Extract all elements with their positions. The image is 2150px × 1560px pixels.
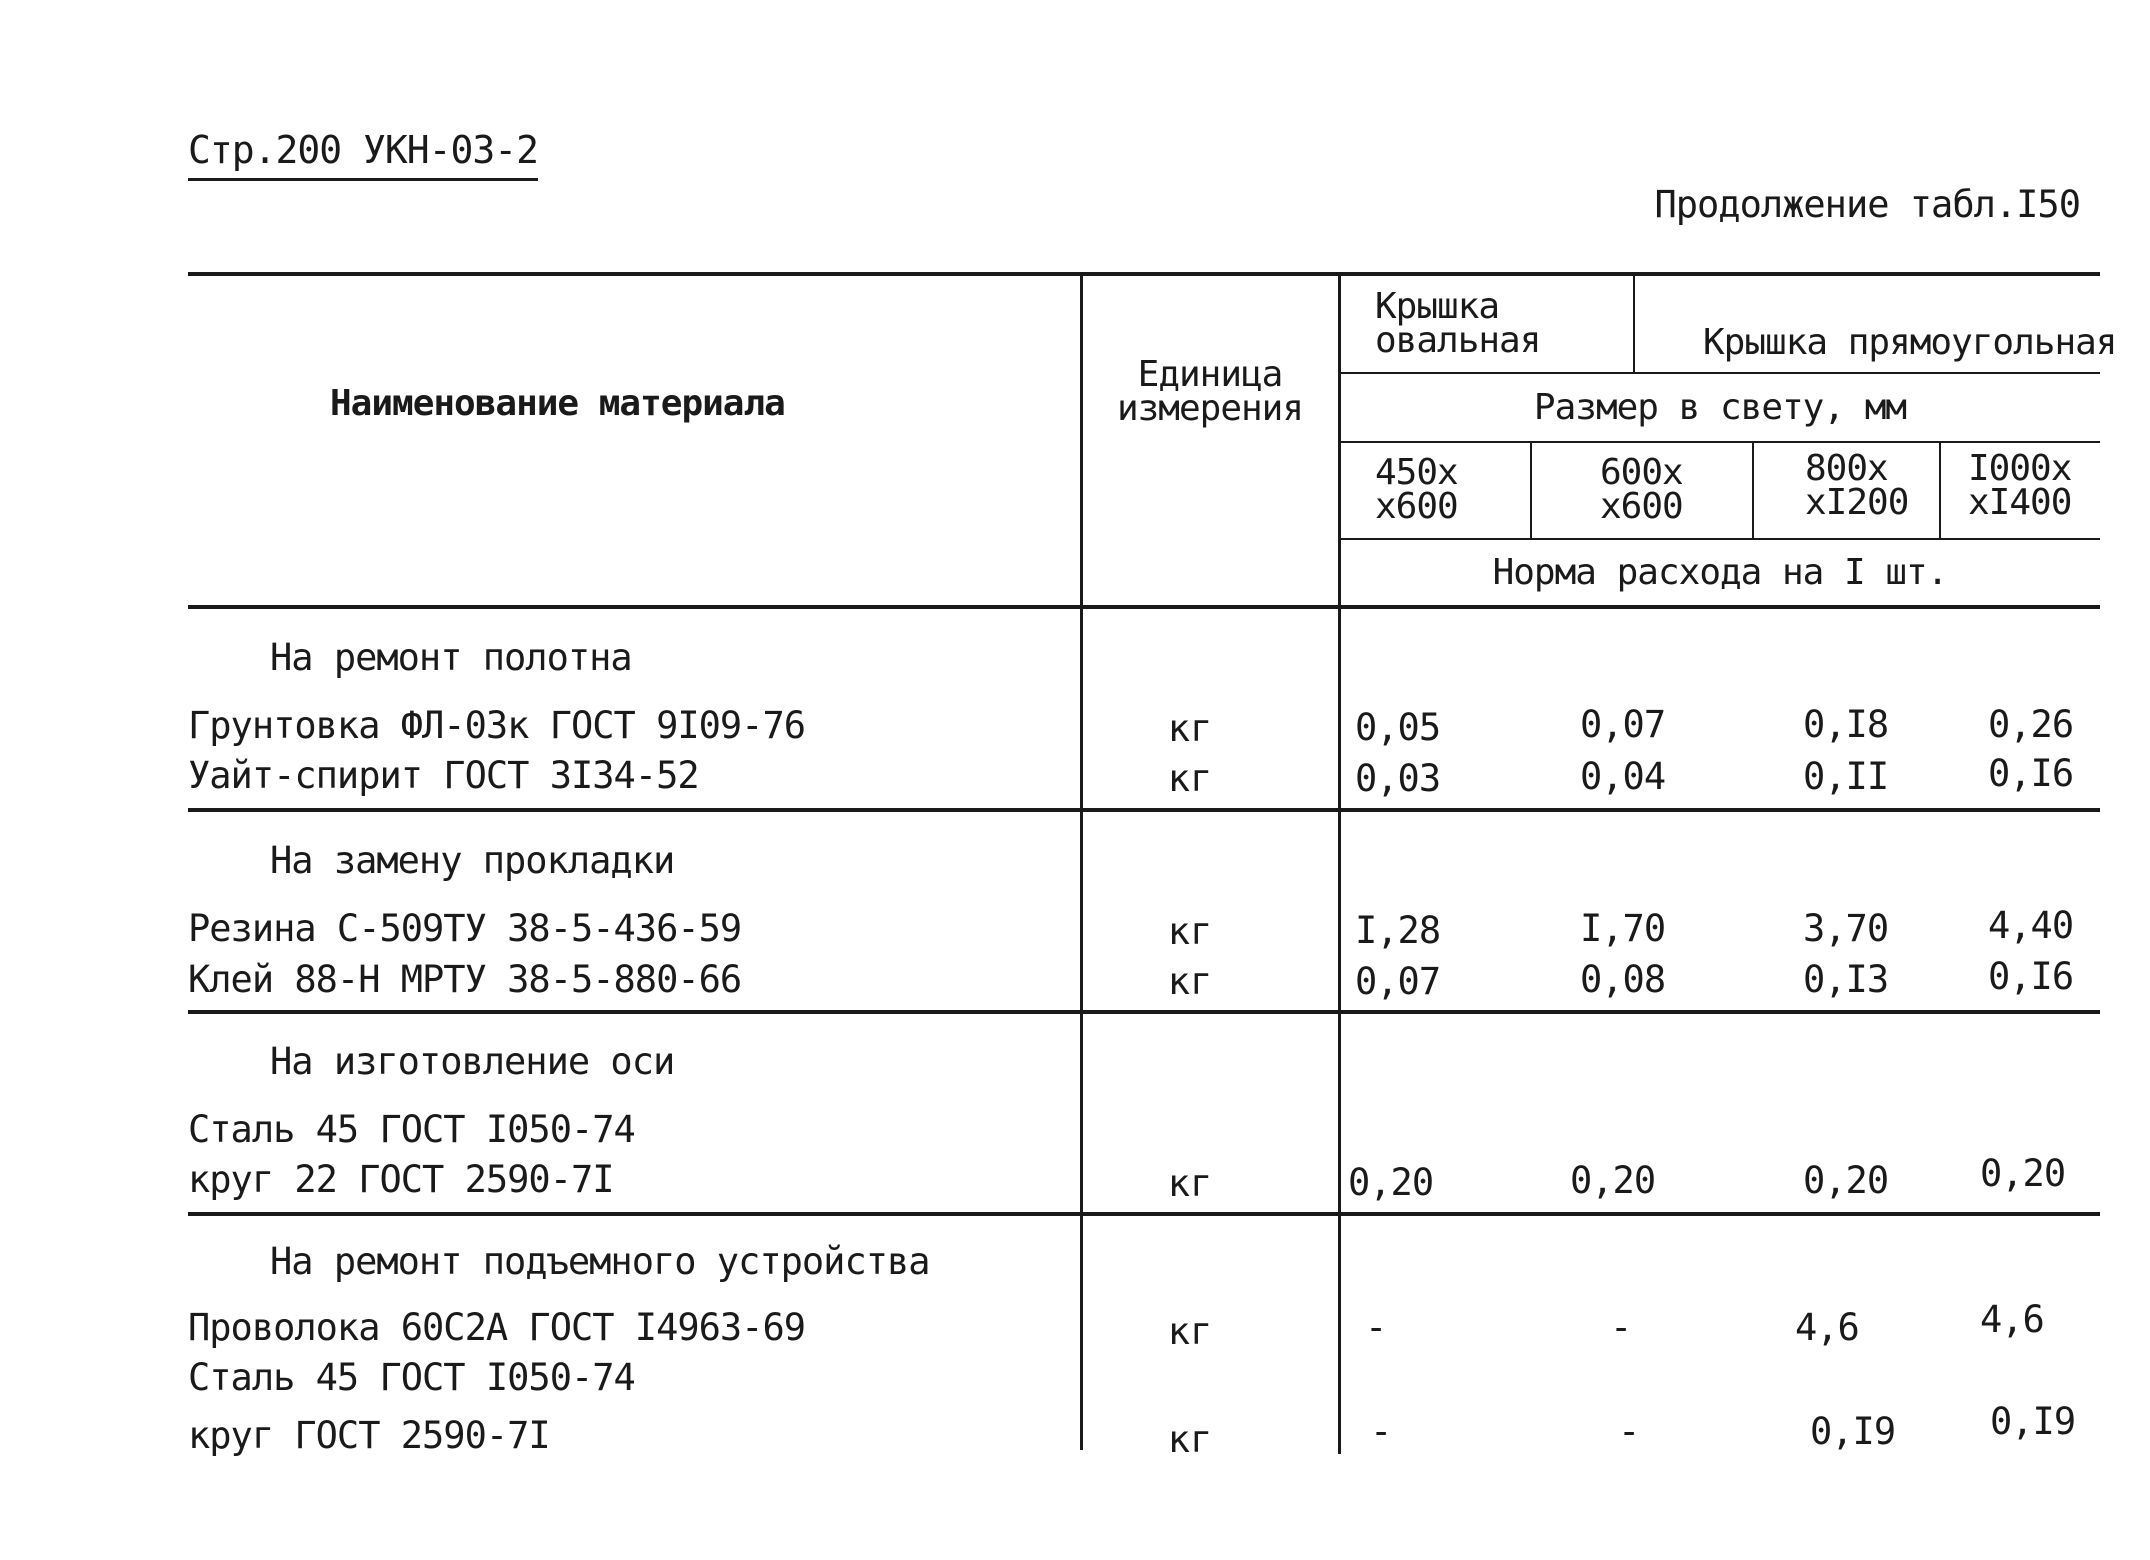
value-1000x1400: 0,I9 [1990, 1400, 2076, 1443]
value-800x1200: 0,I8 [1803, 703, 1889, 746]
header-size-600x600 [1600, 452, 1683, 527]
material-name: Грунтовка ФЛ-03к ГОСТ 9I09-76 [188, 704, 806, 747]
page-reference: Стр.200 УКН-03-2 [188, 128, 538, 181]
size-line1: 800х [1805, 448, 1888, 489]
unit: кг [1167, 757, 1213, 800]
header-unit-line2: измерения [1116, 388, 1304, 429]
size-line2: хI200 [1805, 482, 1909, 523]
material-name: Резина С-509ТУ 38-5-436-59 [188, 907, 742, 950]
section-title: На изготовление оси [270, 1040, 675, 1083]
section-rule-3 [188, 1212, 2100, 1216]
value-600x600: 0,07 [1580, 703, 1666, 746]
header-oval-line1: Крышка [1375, 286, 1500, 327]
value-1000x1400: 0,I6 [1988, 752, 2074, 795]
value-800x1200: 0,I3 [1803, 958, 1889, 1001]
header-unit-line1: Единица [1137, 354, 1283, 395]
size-line1: I000х [1968, 448, 2072, 489]
header-clear-size: Размер в свету, мм [1533, 387, 1907, 428]
value-800x1200: 4,6 [1795, 1306, 1859, 1349]
size-line1: 450х [1375, 452, 1458, 493]
unit: кг [1167, 960, 1213, 1003]
header-rule-covers [1340, 372, 2100, 374]
material-name: Проволока 60С2А ГОСТ I4963-69 [188, 1306, 806, 1349]
value-600x600: - [1618, 1410, 1640, 1453]
value-450x600: 0,05 [1355, 706, 1441, 749]
header-oval-cover [1375, 286, 1541, 361]
value-600x600: - [1610, 1306, 1632, 1349]
section-title: На ремонт подъемного устройства [270, 1240, 930, 1283]
value-800x1200: 0,II [1803, 755, 1889, 798]
header-oval-line2: овальная [1375, 320, 1541, 361]
unit: кг [1167, 1162, 1213, 1205]
material-name: круг 22 ГОСТ 2590-7I [188, 1158, 614, 1201]
section-rule-1 [188, 808, 2100, 812]
value-1000x1400: 4,6 [1980, 1298, 2044, 1341]
unit: кг [1167, 707, 1213, 750]
value-600x600: I,70 [1580, 907, 1666, 950]
value-600x600: 0,04 [1580, 755, 1666, 798]
value-450x600: 0,03 [1355, 757, 1441, 800]
header-size-450x600 [1375, 452, 1458, 527]
header-bottom-rule [188, 605, 2100, 609]
header-unit [1090, 354, 1330, 429]
section-title: На замену прокладки [270, 839, 675, 882]
size-line2: хI400 [1968, 482, 2072, 523]
section-title: На ремонт полотна [270, 636, 632, 679]
unit: кг [1167, 910, 1213, 953]
material-name: Сталь 45 ГОСТ I050-74 [188, 1356, 635, 1399]
value-450x600: 0,07 [1355, 960, 1441, 1003]
table-continuation-label: Продолжение табл.I50 [1654, 183, 2080, 226]
size-line2: х600 [1375, 486, 1458, 527]
size-line2: х600 [1600, 486, 1683, 527]
value-450x600: 0,20 [1348, 1161, 1434, 1204]
value-800x1200: 3,70 [1803, 907, 1889, 950]
value-450x600: I,28 [1355, 909, 1441, 952]
header-size-1000x1400 [1968, 448, 2072, 523]
unit: кг [1167, 1418, 1213, 1461]
header-rule-dimensions [1340, 538, 2100, 540]
header-norm-per-unit: Норма расхода на I шт. [1492, 552, 1948, 593]
material-name: Уайт-спирит ГОСТ 3I34-52 [188, 754, 699, 797]
value-450x600: - [1370, 1410, 1392, 1453]
section-rule-2 [188, 1010, 2100, 1014]
header-rect-cover: Крышка прямоугольная [1703, 322, 2117, 363]
table-top-rule [188, 272, 2100, 276]
value-800x1200: 0,20 [1803, 1159, 1889, 1202]
value-600x600: 0,08 [1580, 958, 1666, 1001]
column-divider-size-2 [1752, 443, 1754, 539]
material-name: круг ГОСТ 2590-7I [188, 1414, 550, 1457]
value-1000x1400: 0,I6 [1988, 955, 2074, 998]
unit: кг [1167, 1310, 1213, 1353]
value-800x1200: 0,I9 [1810, 1410, 1896, 1453]
column-divider-cover-type [1633, 274, 1635, 374]
column-divider-unit [1080, 274, 1083, 1450]
header-rule-size [1340, 441, 2100, 443]
column-divider-values [1338, 274, 1341, 1454]
material-name: Клей 88-Н МРТУ 38-5-880-66 [188, 958, 742, 1001]
column-divider-size-3 [1939, 443, 1941, 539]
header-material-name: Наименование материала [330, 383, 785, 424]
material-name: Сталь 45 ГОСТ I050-74 [188, 1108, 635, 1151]
value-600x600: 0,20 [1570, 1159, 1656, 1202]
value-1000x1400: 4,40 [1988, 904, 2074, 947]
value-1000x1400: 0,20 [1980, 1152, 2066, 1195]
value-450x600: - [1365, 1306, 1387, 1349]
value-1000x1400: 0,26 [1988, 703, 2074, 746]
column-divider-size-1 [1530, 443, 1532, 539]
header-size-800x1200 [1805, 448, 1909, 523]
size-line1: 600х [1600, 452, 1683, 493]
